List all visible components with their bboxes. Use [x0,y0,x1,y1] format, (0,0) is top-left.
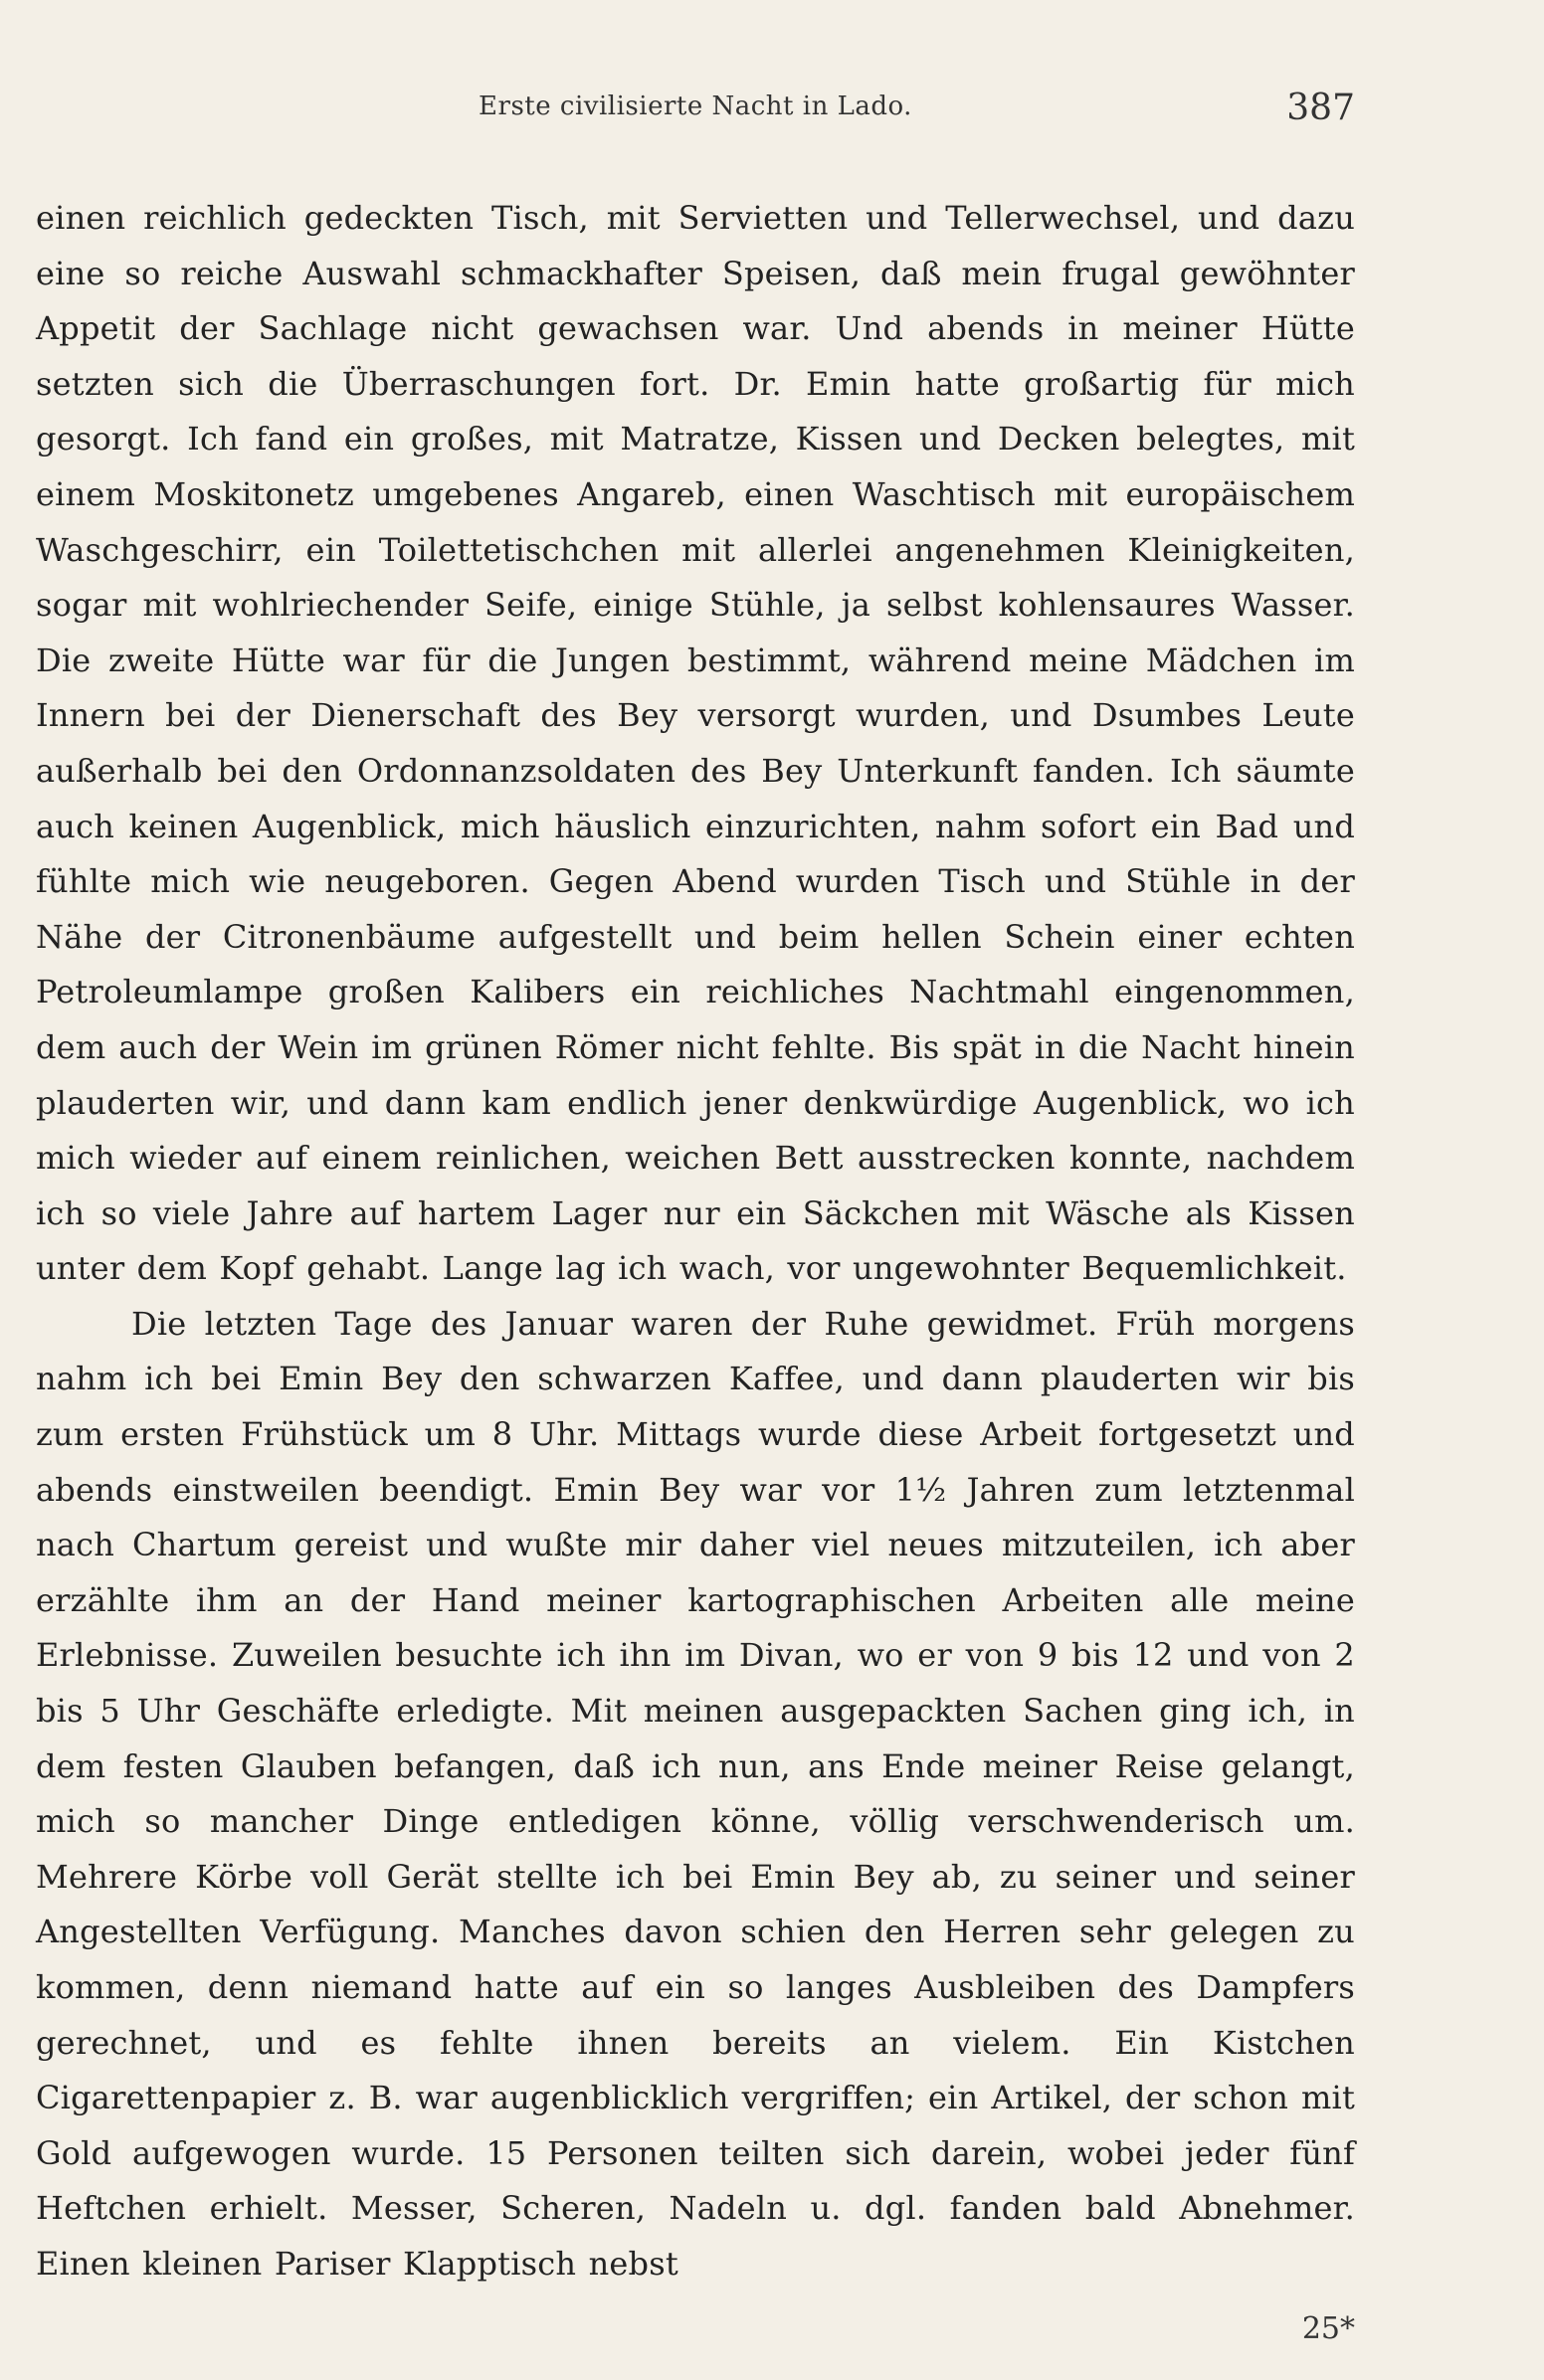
running-title: Erste civilisierte Nacht in Lado. [479,92,912,121]
page-number: 387 [1286,88,1355,128]
page-header [36,88,1355,139]
body-text [36,191,1355,2292]
signature-mark: 25* [1301,2311,1355,2346]
paragraph-1: einen reichlich gedeckten Tisch, mit Servietten und Tellerwechsel, und dazu eine so reiche Auswahl schmackhafter Speisen, daß mein frugal gewöhnter Appetit der Sachlage nicht gewachsen war. Und abends in meiner Hütte setzten sich die Überraschungen fort. Dr. Emin hatte großartig für mich gesorgt. Ich fand ein großes, mit Matratze, Kissen und Decken belegtes, mit einem Moskitonetz umgebenes Angareb, einen Waschtisch mit europäischem Waschgeschirr, ein Toilettetischchen mit allerlei angenehmen Kleinigkeiten, sogar mit wohlriechender Seife, einige Stühle, ja selbst kohlensaures Wasser. Die zweite Hütte war für die Jungen bestimmt, während meine Mädchen im Innern bei der Dienerschaft des Bey versorgt wurden, und Dsumbes Leute außerhalb bei den Ordonnanzsoldaten des Bey Unterkunft fanden. Ich säumte auch keinen Augenblick, mich häuslich einzurichten, nahm sofort ein Bad und fühlte mich wie neugeboren. Gegen Abend wurden Tisch und Stühle in der Nähe der Citronenbäume aufgestellt und beim hellen Schein einer echten Petroleumlampe großen Kalibers ein reichliches Nachtmahl eingenommen, dem auch der Wein im grünen Römer nicht fehlte. Bis spät in die Nacht hinein plauderten wir, und dann kam endlich jener denkwürdige Augenblick, wo ich mich wieder auf einem reinlichen, weichen Bett ausstrecken konnte, nachdem ich so viele Jahre auf hartem Lager nur ein Säckchen mit Wäsche als Kissen unter dem Kopf gehabt. Lange lag ich wach, vor ungewohnter Bequemlichkeit. [36,199,1355,1288]
paragraph-2: Die letzten Tage des Januar waren der Ruhe gewidmet. Früh morgens nahm ich bei Emin Bey den schwarzen Kaffee, und dann plauderten wir bis zum ersten Frühstück um 8 Uhr. Mittags wurde diese Arbeit fortgesetzt und abends einstweilen beendigt. Emin Bey war vor 1½ Jahren zum letztenmal nach Chartum gereist und wußte mir daher viel neues mitzuteilen, ich aber erzählte ihm an der Hand meiner kartographischen Arbeiten alle meine Erlebnisse. Zuweilen besuchte ich ihn im Divan, wo er von 9 bis 12 und von 2 bis 5 Uhr Geschäfte erledigte. Mit meinen ausgepackten Sachen ging ich, in dem festen Glauben befangen, daß ich nun, ans Ende meiner Reise gelangt, mich so mancher Dinge entledigen könne, völlig verschwenderisch um. Mehrere Körbe voll Gerät stellte ich bei Emin Bey ab, zu seiner und seiner Angestellten Verfügung. Manches davon schien den Herren sehr gelegen zu kommen, denn niemand hatte auf ein so langes Ausbleiben des Dampfers gerechnet, und es fehlte ihnen bereits an vielem. Ein Kistchen Cigarettenpapier z. B. war augenblicklich vergriffen; ein Artikel, der schon mit Gold aufgewogen wurde. 15 Personen teilten sich darein, wobei jeder fünf Heftchen erhielt. Messer, Scheren, Nadeln u. dgl. fanden bald Abnehmer. Einen kleinen Pariser Klapptisch nebst [36,1304,1355,2283]
